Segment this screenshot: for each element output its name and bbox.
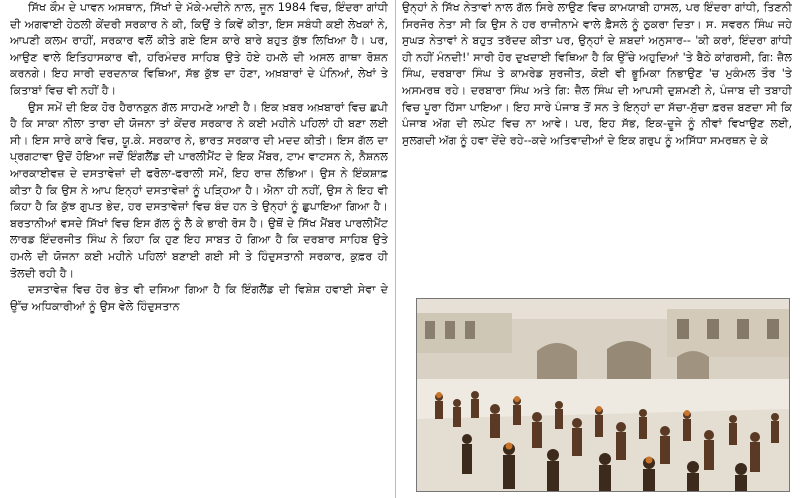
right-article-column bbox=[402, 0, 792, 498]
article-paragraph: ਉਸ ਸਮੇਂ ਦੀ ਇਕ ਹੋਰ ਹੈਰਾਨਕੁਨ ਗੱਲ ਸਾਹਮਣੇ ਆਈ ਹੈ। ਇਕ ਖ਼ਬਰ ਅਖ਼ਬਾਰਾਂ ਵਿਚ ਛਪੀ ਹੈ ਕਿ ਸਾਕਾ ਨੀਲਾ ਤਾਰਾ ਦੀ ਯੋਜਨਾ ਤਾਂ ਕੇਂਦਰ ਸਰਕਾਰ ਨੇ ਕਈ ਮਹੀਨੇ ਪਹਿਲਾਂ ਹੀ ਬਣਾ ਲਈ ਸੀ। ਇਸ ਸਾਰੇ ਕਾਰੇ ਵਿਚ, ਯੂ.ਕੇ. ਸਰਕਾਰ ਨੇ, ਭਾਰਤ ਸਰਕਾਰ ਦੀ ਮਦਦ ਕੀਤੀ। ਇਸ ਗੱਲ ਦਾ ਪ੍ਰਗਟਾਵਾ ਉਦੋਂ ਹੋਇਆ ਜਦੋਂ ਇੰਗਲੈਂਡ ਦੀ ਪਾਰਲੀਮੈਂਟ ਦੇ ਇਕ ਮੈਂਬਰ, ਟਾਮ ਵਾਟਸਨ ਨੇ, ਨੈਸ਼ਨਲ ਆਰਕਾਈਵਜ਼ ਦੇ ਦਸਤਾਵੇਜ਼ਾਂ ਦੀ ਫਰੋਲਾ-ਫਰਾਲੀ ਸਮੇਂ, ਇਹ ਰਾਜ਼ ਲੱਭਿਆ। ਉਸ ਨੇ ਇੰਕਸ਼ਾਫ਼ ਕੀਤਾ ਹੈ ਕਿ ਉਸ ਨੇ ਆਪ ਇਨ੍ਹਾਂ ਦਸਤਾਵੇਜ਼ਾਂ ਨੂੰ ਪੜ੍ਹਿਆ ਹੈ। ਐਨਾ ਹੀ ਨਹੀਂ, ਉਸ ਨੇ ਇਹ ਵੀ ਕਿਹਾ ਹੈ ਕਿ ਕੁੱਝ ਗੁਪਤ ਭੇਦ, ਹਰ ਦਸਤਾਵੇਜ਼ਾਂ ਵਿਚ ਬੰਦ ਹਨ ਤੇ ਉਨ੍ਹਾਂ ਨੂੰ ਛੁਪਾਇਆ ਗਿਆ ਹੈ। ਬਰਤਾਨੀਆਂ ਵਸਦੇ ਸਿੱਖਾਂ ਵਿਚ ਇਸ ਗੱਲ ਨੂੰ ਲੈ ਕੇ ਭਾਰੀ ਰੋਸ ਹੈ। ਉਥੋਂ ਦੇ ਸਿੱਖ ਮੈਂਬਰ ਪਾਰਲੀਮੈਂਟ ਲਾਰਡ ਇੰਦਰਜੀਤ ਸਿੰਘ ਨੇ ਕਿਹਾ ਕਿ ਹੁਣ ਇਹ ਸਾਬਤ ਹੋ ਗਿਆ ਹੈ ਕਿ ਦਰਬਾਰ ਸਾਹਿਬ ਉਤੇ ਹਮਲੇ ਦੀ ਯੋਜਨਾ ਕਈ ਮਹੀਨੇ ਪਹਿਲਾਂ ਬਣਾਈ ਗਈ ਸੀ ਤੇ ਹਿੰਦੁਸਤਾਨੀ ਸਰਕਾਰ, ਕੁਫ਼ਰ ਹੀ ਤੋਲਦੀ ਰਹੀ ਹੈ। bbox=[10, 100, 388, 280]
article-paragraph: ਸਿੱਖ ਕੌਮ ਦੇ ਪਾਵਨ ਅਸਥਾਨ, ਸਿੱਖਾਂ ਦੇ ਮੱਕੇ-ਮਦੀਨੇ ਨਾਲ, ਜੂਨ 1984 ਵਿਚ, ਇੰਦਰਾ ਗਾਂਧੀ ਦੀ ਅਗਵਾਈ ਹੇਠਲੀ ਕੇਂਦਰੀ ਸਰਕਾਰ ਨੇ ਕੀ, ਕਿਉਂ ਤੇ ਕਿਵੇਂ ਕੀਤਾ, ਇਸ ਸਬੰਧੀ ਕਈ ਲੇਖਕਾਂ ਨੇ, ਆਪਣੀ ਕਲਮ ਰਾਹੀਂ, ਸਰਕਾਰ ਵਲੋਂ ਕੀਤੇ ਗਏ ਇਸ ਕਾਰੇ ਬਾਰੇ ਬਹੁਤ ਕੁੱਝ ਲਿਖਿਆ ਹੈ। ਪਰ, ਆਉਣ ਵਾਲੇ ਇਤਿਹਾਸਕਾਰ ਵੀ, ਹਰਿਮੰਦਰ ਸਾਹਿਬ ਉਤੇ ਹੋਏ ਹਮਲੇ ਦੀ ਅਸਲ ਗਾਥਾ ਰੋਸ਼ਨ ਕਰਨਗੇ। ਇਹ ਸਾਰੀ ਦਰਦਨਾਕ ਵਿਥਿਆ, ਸੱਭ ਕੁੱਝ ਦਾ ਹੋਣਾ, ਅਖ਼ਬਾਰਾਂ ਦੇ ਪੰਨਿਆਂ, ਲੇਖਾਂ ਤੇ ਕਿਤਾਬਾਂ ਵਿਚ ਵੀ ਨਹੀਂ ਹੈ। bbox=[10, 1, 388, 97]
column-divider bbox=[395, 0, 396, 498]
news-photo bbox=[416, 298, 790, 492]
article-paragraph: ਉਨ੍ਹਾਂ ਨੇ ਸਿੱਖ ਨੇਤਾਵਾਂ ਨਾਲ ਗੱਲ ਸਿਰੇ ਲਾਉਣ ਵਿਚ ਕਾਮਯਾਬੀ ਹਾਸਲ, ਪਰ ਇੰਦਰਾ ਗਾਂਧੀ, ਤਿਣਨੀ ਸਿਰਜੋਰ ਨੇਤਾ ਸੀ ਕਿ ਉਸ ਨੇ ਹਰ ਰਾਜੀਨਾਮੇ ਵਾਲੇ ਫ਼ੈਸਲੇ ਨੂੰ ਠੁਕਰਾ ਦਿਤਾ। ਸ. ਸਵਰਨ ਸਿੰਘ ਜਹੇ ਸੁਘੜ ਨੇਤਾਵਾਂ ਨੇ ਬਹੁਤ ਤਰੱਦਦ ਕੀਤਾ ਪਰ, ਉਨ੍ਹਾਂ ਦੇ ਸ਼ਬਦਾਂ ਅਨੁਸਾਰ-- 'ਕੀ ਕਰਾਂ, ਇੰਦਰਾ ਗਾਂਧੀ ਹੀ ਨਹੀਂ ਮੰਨਦੀ!' ਸਾਰੀ ਹੋਰ ਦੁਖਦਾਈ ਵਿਥਿਆ ਹੈ ਕਿ ਉੱਚੇ ਅਹੁਦਿਆਂ 'ਤੇ ਬੈਠੇ ਕਾਂਗਰਸੀ, ਗਿ: ਜ਼ੈਲ ਸਿੰਘ, ਦਰਬਾਰਾ ਸਿੰਘ ਤੇ ਕਾਮਰੇਡ ਸੁਰਜੀਤ, ਕੋਈ ਵੀ ਭੂਮਿਕਾ ਨਿਭਾਉਣ 'ਚ ਮੁਕੰਮਲ ਤੌਰ 'ਤੇ ਅਸਮਰਥ ਰਹੇ। ਦਰਬਾਰਾ ਸਿੰਘ ਅਤੇ ਗਿ: ਜ਼ੈਲ ਸਿੰਘ ਦੀ ਆਪਸੀ ਦੁਸ਼ਮਣੀ ਨੇ, ਪੰਜਾਬ ਦੀ ਤਬਾਹੀ ਵਿਚ ਪੂਰਾ ਹਿੱਸਾ ਪਾਇਆ। ਇਹ ਸਾਰੇ ਪੰਜਾਬ ਤੋਂ ਸਨ ਤੇ ਇਨ੍ਹਾਂ ਦਾ ਸੱਚਾ-ਸੁੱਚਾ ਫ਼ਰਜ਼ ਬਣਦਾ ਸੀ ਕਿ ਪੰਜਾਬ ਅੱਗ ਦੀ ਲਪੇਟ ਵਿਚ ਨਾ ਆਵੇ। ਪਰ, ਇਹ ਸੱਭ, ਇਕ-ਦੂਜੇ ਨੂੰ ਨੀਵਾਂ ਵਿਖਾਉਣ ਲਈ, ਸੁਲਗਦੀ ਅੱਗ ਨੂੰ ਹਵਾ ਦੇਂਦੇ ਰਹੇ--ਕਦੇ ਅਤਿਵਾਦੀਆਂ ਦੇ ਇਕ ਗਰੁਪ ਨੂੰ ਅਸਿੱਧਾ ਸਮਰਥਨ ਦੇ ਕੇ bbox=[402, 1, 792, 147]
article-paragraph: ਦਸਤਾਵੇਜ਼ ਵਿਚ ਹੋਰ ਭੇਤ ਵੀ ਦਸਿਆ ਗਿਆ ਹੈ ਕਿ ਇੰਗਲੈਂਡ ਦੀ ਵਿਸ਼ੇਸ਼ ਹਵਾਈ ਸੇਵਾ ਦੇ ਉੱਚ ਅਧਿਕਾਰੀਆਂ ਨੂੰ ਉਸ ਵੇਲੇ ਹਿੰਦੁਸਤਾਨ bbox=[10, 283, 388, 313]
left-article-column bbox=[10, 0, 388, 498]
